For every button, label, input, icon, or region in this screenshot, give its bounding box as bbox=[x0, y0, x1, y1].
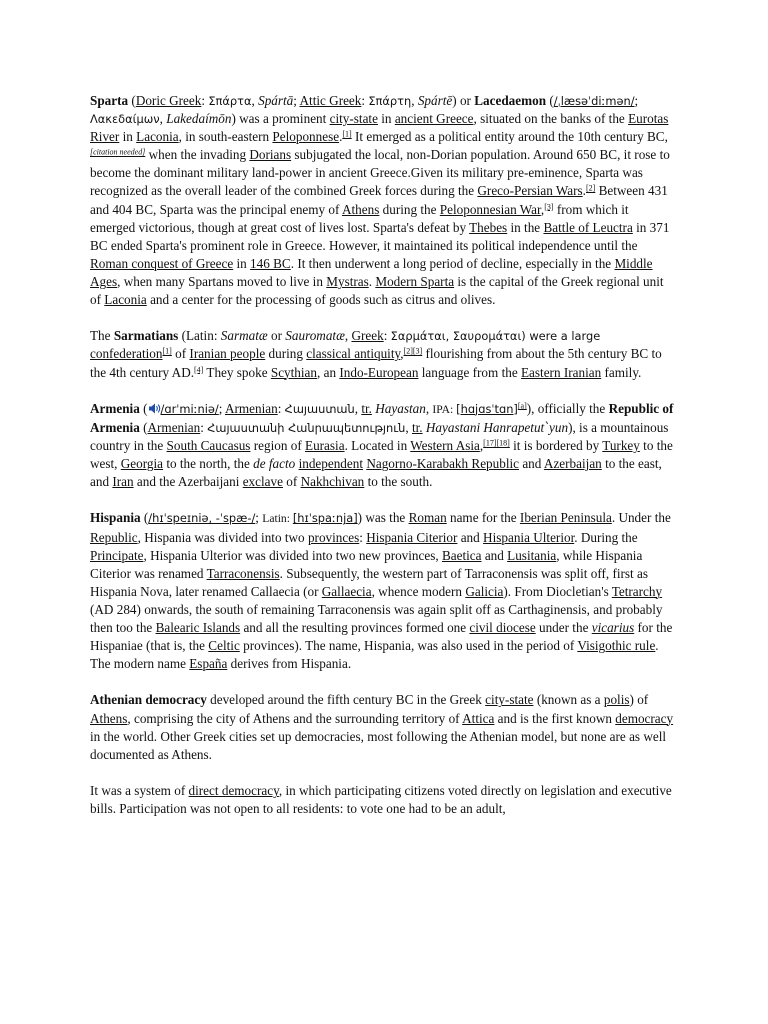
wiki-link[interactable]: Eurasia bbox=[305, 437, 345, 453]
body-text: ) of bbox=[629, 692, 649, 708]
body-text: to the west, bbox=[90, 437, 673, 472]
wiki-link[interactable]: vicarius bbox=[591, 620, 635, 635]
paragraph-athenian-democracy bbox=[90, 691, 676, 763]
body-text: of bbox=[171, 346, 190, 362]
wiki-link[interactable]: Peloponnesian War bbox=[439, 201, 541, 217]
wiki-link[interactable]: Turkey bbox=[602, 437, 640, 453]
body-text: , bbox=[159, 111, 167, 127]
wiki-link[interactable]: Republic bbox=[90, 529, 138, 545]
body-text: under the bbox=[535, 620, 592, 635]
wiki-link[interactable]: Modern Sparta bbox=[375, 273, 455, 289]
wiki-link[interactable]: Laconia bbox=[104, 292, 147, 308]
body-text: , bbox=[411, 93, 418, 108]
italic-text: Spártā bbox=[258, 93, 294, 108]
wiki-link[interactable]: Gallaecia bbox=[321, 583, 372, 599]
body-text: ; bbox=[634, 93, 639, 108]
wiki-link[interactable]: Roman bbox=[408, 510, 447, 526]
body-text: : bbox=[359, 529, 367, 545]
italic-text: Lakedaímōn bbox=[166, 111, 232, 127]
wiki-link[interactable]: Armenian bbox=[147, 419, 201, 435]
body-text: in 371 BC ended Sparta's prominent role in Greece. However, it maintained its political independence until the bbox=[90, 219, 670, 253]
body-text: , whence modern bbox=[371, 583, 466, 599]
pronunciation-label: Latin: bbox=[262, 512, 293, 526]
body-text: . During the bbox=[574, 529, 638, 545]
citation-link[interactable]: [2] bbox=[585, 184, 596, 194]
citation-link[interactable]: [2][3] bbox=[403, 347, 423, 357]
body-text: (Latin: bbox=[178, 328, 221, 344]
body-text: in bbox=[119, 129, 137, 145]
body-text: : bbox=[383, 328, 391, 344]
italic-text: Hayastan bbox=[375, 400, 426, 416]
wiki-link[interactable]: Iberian Peninsula bbox=[519, 510, 612, 526]
ipa-pronunciation-link[interactable]: /ɑrˈmiːniə/ bbox=[160, 401, 219, 416]
wiki-link[interactable]: Azerbaijan bbox=[543, 456, 602, 472]
body-text: They spoke bbox=[203, 364, 271, 380]
native-script-text: Σπάρτη bbox=[368, 94, 412, 108]
body-text: , in which participating citizens voted directly on legislation and executive bills. Participation was not open to all residents: to vote one had to be an adult, bbox=[90, 783, 672, 817]
wiki-link[interactable]: Doric Greek bbox=[135, 93, 202, 108]
body-text: flourishing from about the 5th century BC to the 4th century AD. bbox=[90, 346, 662, 380]
paragraph-hispania bbox=[90, 509, 676, 673]
body-text: . It then underwent a long period of decline, especially in the bbox=[290, 255, 615, 271]
wiki-link[interactable]: Eastern Iranian bbox=[521, 364, 602, 380]
body-text: It emerged as a political entity around the 10th century BC, bbox=[351, 129, 668, 145]
body-text: ( bbox=[546, 93, 554, 108]
body-text: in the bbox=[507, 219, 544, 235]
citation-link[interactable]: [3] bbox=[544, 202, 554, 212]
wiki-link[interactable]: Dorians bbox=[249, 147, 292, 163]
wiki-link[interactable]: civil diocese bbox=[469, 620, 536, 635]
body-text: , while Hispania Citerior was renamed bbox=[90, 547, 643, 581]
body-text: and a center for the processing of goods such as citrus and olives. bbox=[146, 292, 496, 308]
wiki-link[interactable]: Thebes bbox=[469, 219, 508, 235]
body-text: ( bbox=[140, 510, 149, 526]
body-text: . The modern name bbox=[90, 638, 659, 672]
body-text: It was a system of bbox=[90, 783, 189, 799]
wiki-link[interactable]: Attic Greek bbox=[299, 93, 362, 108]
body-text: ; bbox=[255, 510, 263, 526]
body-text: , situated on the banks of the bbox=[473, 111, 629, 127]
native-script-text: Հայաստանի Հանրապետություն bbox=[207, 420, 406, 435]
paragraph-armenia bbox=[90, 400, 676, 491]
wiki-link[interactable]: independent bbox=[298, 456, 364, 472]
wiki-link[interactable]: confederation bbox=[90, 346, 163, 362]
body-text: (AD 284) onwards, the south of remaining Tarraconensis was again split off as Carthaginensis, and probably then too the bbox=[90, 601, 663, 635]
wiki-link[interactable]: Balearic Islands bbox=[155, 620, 241, 635]
body-text: , bbox=[344, 328, 352, 344]
ipa-pronunciation-link[interactable]: /hɪˈspeɪniə, -ˈspæ-/ bbox=[148, 511, 256, 526]
body-text: during bbox=[265, 346, 307, 362]
body-text: name for the bbox=[446, 510, 520, 526]
wiki-link[interactable]: Nakhchivan bbox=[300, 474, 365, 490]
native-script-text: Σαρμάται, Σαυρομάται) were a large bbox=[390, 329, 601, 344]
wiki-link[interactable]: Greco-Persian Wars bbox=[477, 183, 583, 199]
body-text: ), is a mountainous country in the bbox=[90, 419, 669, 453]
body-text: . Located in bbox=[344, 437, 411, 453]
italic-text: Sauromatæ bbox=[285, 328, 345, 344]
body-text: , comprising the city of Athens and the surrounding territory of bbox=[127, 710, 463, 726]
article-term: Armenia bbox=[90, 400, 140, 416]
wiki-link[interactable]: Iranian people bbox=[189, 346, 266, 362]
body-text: , Hispania Ulterior was divided into two new provinces, bbox=[143, 547, 442, 563]
body-text: in bbox=[377, 111, 395, 127]
body-text: : bbox=[201, 93, 209, 108]
citation-link[interactable]: [a] bbox=[517, 401, 527, 411]
body-text: in bbox=[233, 255, 251, 271]
article-term: Athenian democracy bbox=[90, 692, 207, 708]
wiki-link[interactable]: ancient Greece bbox=[394, 111, 474, 127]
wiki-link[interactable]: Hispania Ulterior bbox=[483, 529, 575, 545]
body-text: , Hispania was divided into two bbox=[137, 529, 308, 545]
body-text: , an bbox=[317, 364, 340, 380]
article-term: Hispania bbox=[90, 510, 141, 526]
citation-link[interactable]: [4] bbox=[194, 365, 204, 375]
paragraph-sarmatians bbox=[90, 327, 676, 381]
citation-link[interactable]: [1] bbox=[342, 129, 352, 139]
wiki-link[interactable]: classical antiquity bbox=[306, 346, 401, 362]
wiki-link[interactable]: Athens bbox=[90, 710, 128, 726]
body-text: ; bbox=[218, 400, 225, 416]
body-text: is the capital of the Greek regional unit of bbox=[90, 273, 664, 308]
body-text: . bbox=[368, 273, 376, 289]
wiki-link[interactable]: Athens bbox=[341, 201, 380, 217]
wiki-link[interactable]: Indo-European bbox=[339, 364, 419, 380]
italic-text: Hayastani Hanrapetut՝yun bbox=[425, 419, 569, 435]
body-text: : bbox=[200, 419, 208, 435]
body-text: , bbox=[425, 400, 433, 416]
body-text: , bbox=[540, 201, 545, 217]
wiki-link[interactable]: South Caucasus bbox=[166, 437, 251, 453]
body-text: ( bbox=[128, 93, 136, 108]
paragraph-sparta bbox=[90, 92, 676, 309]
body-text: (known as a bbox=[533, 692, 604, 708]
body-text: ( bbox=[139, 400, 148, 416]
wiki-link[interactable]: Armenian bbox=[224, 400, 278, 416]
body-text: and bbox=[519, 456, 544, 472]
body-text: ( bbox=[139, 419, 148, 435]
wiki-link[interactable]: Lusitania bbox=[507, 547, 557, 563]
wiki-link[interactable]: exclave bbox=[242, 474, 283, 490]
body-text: ). From Diocletian's bbox=[503, 583, 612, 599]
italic-text: Spártē bbox=[417, 93, 453, 108]
body-text: developed around the fifth century BC in the Greek bbox=[206, 692, 486, 708]
ipa-pronunciation-link[interactable]: [hɑjɑsˈtɑn] bbox=[456, 401, 518, 416]
wiki-link[interactable]: Battle of Leuctra bbox=[543, 219, 633, 235]
body-text: language from the bbox=[418, 364, 521, 380]
body-text: , bbox=[405, 419, 412, 435]
body-text: region of bbox=[250, 437, 306, 453]
wiki-link[interactable]: Iran bbox=[112, 474, 134, 490]
body-text: and bbox=[457, 529, 484, 545]
wiki-link[interactable]: Roman conquest of Greece bbox=[90, 255, 234, 271]
body-text: ) was the bbox=[357, 510, 409, 526]
native-script-text: Σπάρτα bbox=[208, 94, 252, 108]
wiki-link[interactable]: tr. bbox=[361, 400, 372, 416]
ipa-pronunciation-link[interactable]: [hɪˈspaːnja] bbox=[292, 511, 358, 526]
wiki-link[interactable]: Middle Ages bbox=[90, 255, 653, 289]
article-term: Sarmatians bbox=[113, 328, 179, 344]
paragraph-direct-democracy bbox=[90, 782, 676, 818]
wiki-link[interactable]: city-state bbox=[485, 692, 534, 708]
italic-text: Sarmatæ bbox=[220, 328, 268, 344]
wiki-link[interactable]: España bbox=[189, 656, 228, 672]
body-text: in the world. Other Greek cities set up democracies, most following the Athenian model, but none are as well documented as Athens. bbox=[90, 728, 667, 762]
body-text: . Subsequently, the western part of Tarraconensis was split off, first as Hispania Nova, later renamed Callaecia (or bbox=[90, 565, 648, 599]
body-text: or bbox=[267, 328, 286, 344]
body-text: The bbox=[90, 328, 114, 344]
wiki-link[interactable]: Attica bbox=[462, 710, 495, 726]
body-text: . Under the bbox=[611, 510, 671, 526]
wiki-link[interactable]: city-state bbox=[329, 111, 378, 127]
italic-text: de facto bbox=[253, 456, 296, 472]
wiki-link[interactable]: Hispania Citerior bbox=[366, 529, 458, 545]
body-text: ; bbox=[293, 93, 300, 108]
body-text: it is bordered by bbox=[509, 437, 603, 453]
wiki-link[interactable]: Mystras bbox=[326, 273, 369, 289]
body-text: , bbox=[354, 400, 362, 416]
citation-link[interactable]: [17][18] bbox=[483, 438, 510, 448]
body-text: : bbox=[277, 400, 285, 416]
body-text: subjugated the local, non-Dorian population. Around 650 BC, it rose to become the dominant military land-power in ancient Greece.Given its military pre-eminence, Sparta was recognized as the overall leader of the combined Greek forces during the bbox=[90, 147, 670, 199]
body-text: and is the first known bbox=[494, 710, 616, 726]
wiki-link[interactable]: Visigothic rule bbox=[577, 638, 656, 654]
wiki-link[interactable]: tr. bbox=[411, 419, 423, 435]
body-text: to the south. bbox=[364, 474, 433, 490]
wiki-link[interactable]: Greek bbox=[351, 328, 384, 344]
wiki-link[interactable]: 146 BC bbox=[250, 255, 291, 271]
wiki-link[interactable]: Tarraconensis bbox=[206, 565, 280, 581]
body-text: of bbox=[282, 474, 301, 490]
citation-needed-note[interactable]: [citation needed] bbox=[90, 147, 146, 157]
body-text: . bbox=[339, 129, 343, 145]
body-text: , bbox=[251, 93, 259, 108]
body-text: for the Hispaniae (that is, the bbox=[90, 620, 673, 654]
body-text: , bbox=[479, 437, 484, 453]
wiki-link[interactable]: democracy bbox=[615, 710, 674, 726]
body-text: when the invading bbox=[145, 147, 250, 163]
body-text: ), officially the bbox=[526, 400, 609, 416]
article-term: Sparta bbox=[90, 93, 129, 108]
body-text: and the Azerbaijani bbox=[133, 474, 243, 490]
body-text: family. bbox=[601, 364, 642, 380]
body-text: : bbox=[361, 93, 369, 108]
body-text: , in south-eastern bbox=[178, 129, 273, 145]
wiki-link[interactable]: Western Asia bbox=[410, 437, 480, 453]
wiki-link[interactable]: Laconia bbox=[136, 129, 179, 145]
body-text: and all the resulting provinces formed one bbox=[240, 620, 470, 635]
body-text: provinces). The name, Hispania, was also used in the period of bbox=[239, 638, 578, 654]
wiki-link[interactable]: provinces bbox=[307, 529, 360, 545]
wiki-link[interactable]: Georgia bbox=[120, 456, 164, 472]
body-text: during the bbox=[379, 201, 440, 217]
native-script-text: Հայաստան bbox=[284, 401, 355, 416]
body-text: and bbox=[481, 547, 508, 563]
body-text: derives from Hispania. bbox=[227, 656, 352, 672]
wiki-link[interactable]: Peloponnese bbox=[272, 129, 340, 145]
body-text: to the north, the bbox=[163, 456, 254, 472]
body-text: Between 431 and 404 BC, Sparta was the principal enemy of bbox=[90, 183, 668, 217]
body-text: to the east, and bbox=[90, 456, 662, 490]
body-text: , when many Spartans moved to live in bbox=[117, 273, 327, 289]
body-text: ) or bbox=[452, 93, 475, 108]
native-script-text: Λακεδαίμων bbox=[90, 112, 160, 127]
wiki-link[interactable]: Galicia bbox=[465, 583, 504, 599]
wiki-link[interactable]: Baetica bbox=[441, 547, 482, 563]
body-text: . bbox=[582, 183, 586, 199]
wiki-link[interactable]: Scythian bbox=[270, 364, 318, 380]
wiki-link[interactable]: Tetrarchy bbox=[611, 583, 663, 599]
wiki-link[interactable]: Nagorno-Karabakh Republic bbox=[366, 456, 520, 472]
wiki-link[interactable]: Celtic bbox=[208, 638, 240, 654]
document-body bbox=[90, 92, 676, 836]
ipa-pronunciation-link[interactable]: /ˌlæsəˈdiːmən/ bbox=[553, 94, 635, 108]
wiki-link[interactable]: Principate bbox=[90, 547, 144, 563]
article-term: Lacedaemon bbox=[474, 93, 547, 108]
wiki-link[interactable]: Eurotas River bbox=[90, 111, 669, 145]
citation-link[interactable]: [1] bbox=[162, 347, 172, 357]
wiki-link[interactable]: polis bbox=[603, 692, 630, 708]
speaker-icon[interactable] bbox=[148, 401, 161, 412]
body-text: from which it emerged victorious, though at great cost of lives lost. Sparta's defeat by bbox=[90, 201, 629, 235]
body-text: ) was a prominent bbox=[231, 111, 330, 127]
article-term: Republic of Armenia bbox=[90, 400, 674, 435]
body-text: , bbox=[400, 346, 404, 362]
pronunciation-label: IPA: bbox=[432, 402, 457, 416]
wiki-link[interactable]: direct democracy bbox=[188, 783, 279, 799]
